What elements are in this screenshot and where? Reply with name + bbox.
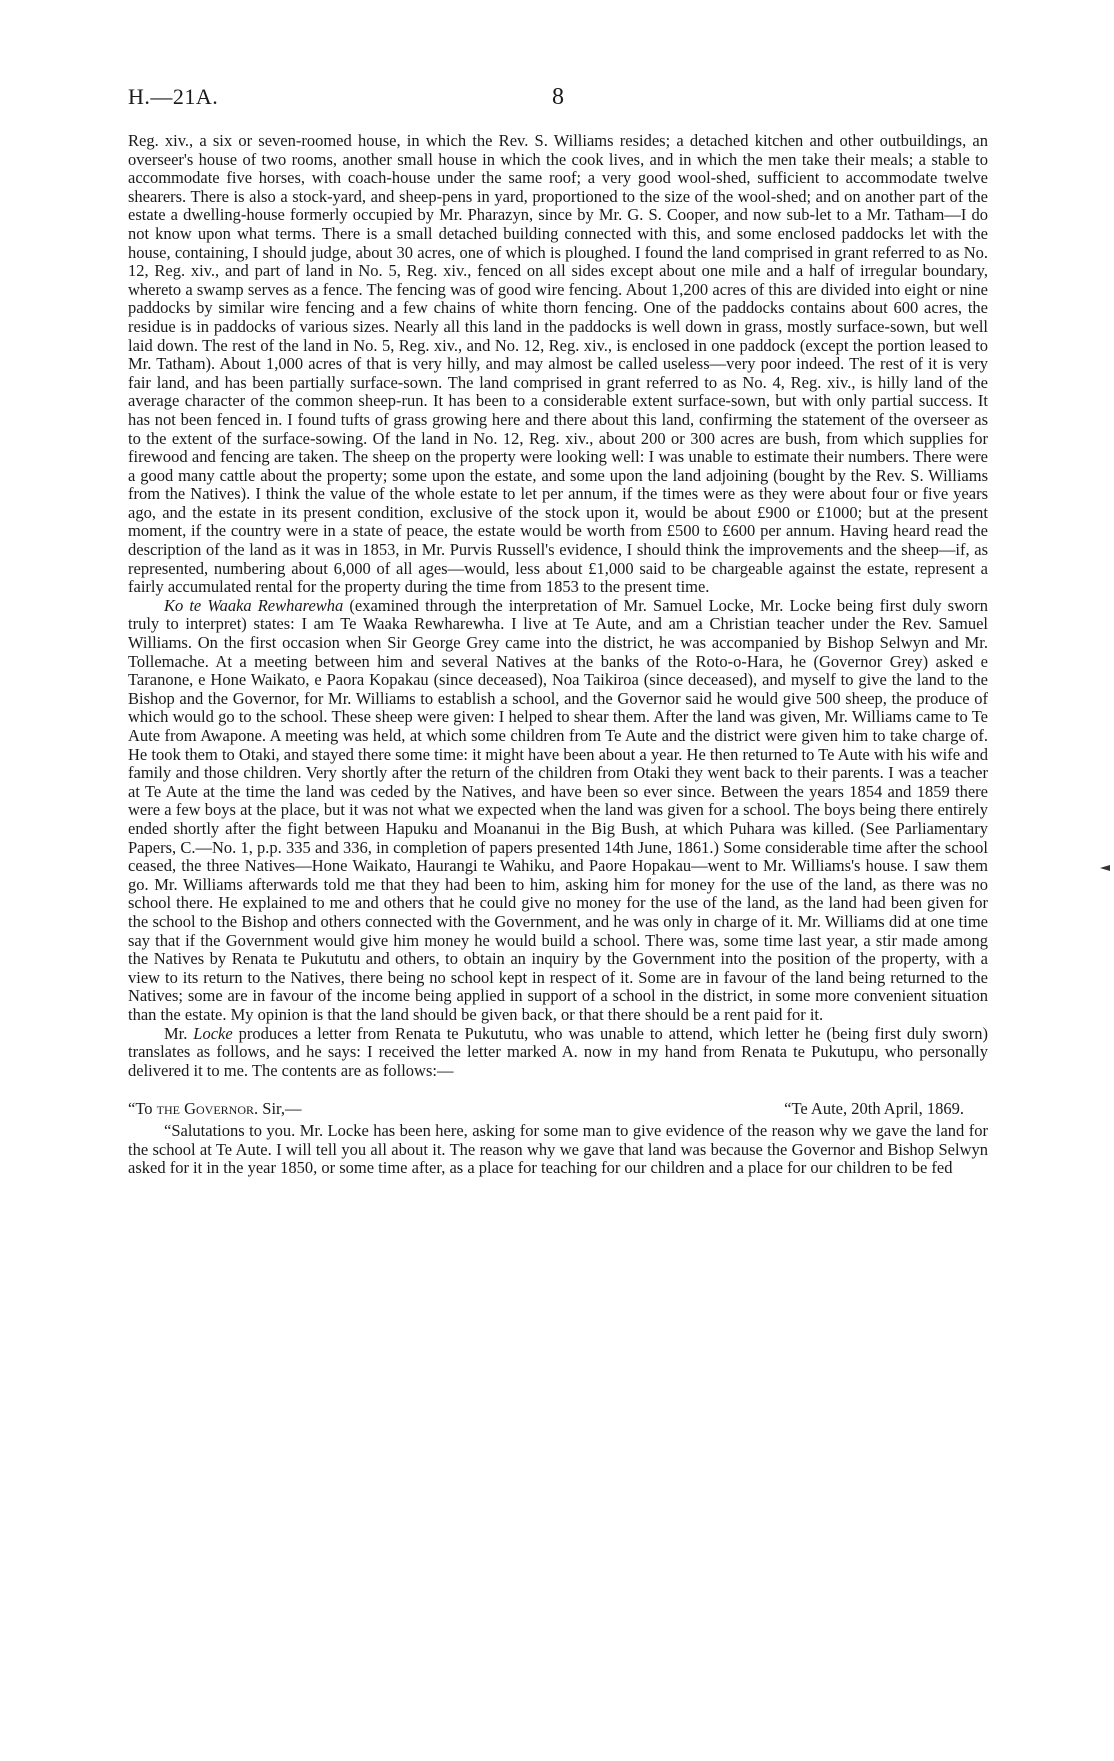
letter-to-name: the Governor. [156, 1099, 259, 1119]
document-reference: H.—21A. [128, 84, 219, 109]
letter-dateline: “Te Aute, 20th April, 1869. [784, 1099, 964, 1119]
locke-name: Locke [193, 1023, 233, 1043]
letter-salutation: Sir,— [258, 1099, 302, 1119]
waaka-testimony: (examined through the interpretation of Mr. Samuel Locke, Mr. Locke being first duly sworn truly to interpret) states: I am Te Waaka Rewharewha. I live at Te Aute, and am a Christian teacher under the Rev. Samuel Williams. On the first occasion when Sir George Grey came into the district, he was accompanied by Bishop Selwyn and Mr. Tollemache. At a meeting between him and several Natives at the banks of the Roto-o-Hara, he (Governor Grey) asked e Taranone, e Hone Waikato, e Paora Kopakau (since deceased), Noa Taikiroa (since deceased), and myself to give the land to the Bishop and the Governor, for Mr. Williams to establish a school, and the Governor said he would give 500 sheep, the produce of which would go to the school. These sheep were given: I helped to shear them. After the land was given, Mr. Williams came to Te Aute from Awapone. A meeting was held, at which some children from Te Aute and the district were given him to take charge of. He took them to Otaki, and stayed there some time: it might have been about a year. He then returned to Te Aute with his wife and family and those children. Very shortly after the return of the children from Otaki they went back to their parents. I was a teacher at Te Aute at the time the land was ceded by the Natives, and have been so ever since. Between the years 1854 and 1859 there were a few boys at the place, but it was not what we expected when the land was given for a school. The boys being there entirely ended shortly after the fight between Hapuku and Moananui in the Big Bush, at which Puhara was killed. (See Parliamentary Papers, C.—No. 1, p.p. 335 and 336, in completion of papers presented 14th June, 1861.) Some considerable time after the school ceased, the three Natives—Hone Waikato, Haurangi te Wahiku, and Paore Hopakau—went to Mr. Williams's house. I saw them go. Mr. Williams afterwards told me that they had been to him, asking him for money for the use of the land, as there was no school there. He explained to me and others that he could give no money for the use of the land, as the land had been given for the school to the Bishop and others connected with the Government, and he was only in charge of it. Mr. Williams did at one time say that if the Government would give him money he would build a school. There was, some time last year, a stir made among the Natives by Renata te Pukututu and others, to obtain an inquiry by the Government into the position of the property, with a view to its return to the Natives, there being no school kept in respect of it. Some are in favour of the land being returned to the Natives; some are in favour of the income being applied in support of a school in the district, in some more convenient situation than the estate. My opinion is that the land should be given back, or that there should be a rent paid for it. [128, 595, 988, 1024]
locke-statement: produces a letter from Renata te Pukututu, who was unable to attend, which letter he (being first duly sworn) translates as follows, and he says: I received the letter marked A. now in my hand from Renata te Pukutupu, who personally delivered it to me. The contents are as follows:— [128, 1023, 988, 1080]
margin-arrow-icon [1100, 865, 1110, 871]
letter-addressee [128, 1100, 302, 1119]
paragraph-locke-letter-intro [128, 1025, 988, 1081]
locke-prefix: Mr. [164, 1023, 194, 1043]
letter-heading [128, 1100, 988, 1122]
letter-to-prefix: “To [128, 1099, 157, 1119]
paragraph-waaka-evidence [128, 597, 988, 1025]
document-body [128, 132, 988, 1178]
page-header [128, 84, 988, 118]
witness-name: Ko te Waaka Rewharewha [164, 595, 344, 615]
paragraph-property-description: Reg. xiv., a six or seven-roomed house, in which the Rev. S. Williams resides; a detached kitchen and other outbuildings, an overseer's house of two rooms, another small house in which the cook lives, and in which the men take their meals; a stable to accommodate five horses, with coach-house under the same roof; a very good wool-shed, sufficient to accommodate twelve shearers. There is also a stock-yard, and sheep-pens in yard, proportioned to the size of the wool-shed; and on another part of the estate a dwelling-house formerly occupied by Mr. Pharazyn, since by Mr. G. S. Cooper, and now sub-let to a Mr. Tatham—I do not know upon what terms. There is a small detached building connected with this, and some enclosed paddocks let with the house, containing, I should judge, about 30 acres, one of which is ploughed. I found the land comprised in grant referred to as No. 12, Reg. xiv., and part of land in No. 5, Reg. xiv., fenced on all sides except about one mile and a half of irregular boundary, whereto a swamp serves as a fence. The fencing was of good wire fencing. About 1,200 acres of this are divided into eight or nine paddocks by similar wire fencing and a few chains of white thorn fencing. One of the paddocks contains about 600 acres, the residue is in paddocks of various sizes. Nearly all this land in the paddocks is well down in grass, mostly surface-sown, but well laid down. The rest of the land in No. 5, Reg. xiv., and No. 12, Reg. xiv., is enclosed in one paddock (except the portion leased to Mr. Tatham). About 1,000 acres of that is very hilly, and may almost be called useless—very poor indeed. The rest of it is very fair land, and has been partially surface-sown. The land comprised in grant referred to as No. 4, Reg. xiv., is hilly land of the average character of the common sheep-run. It has been to a considerable extent surface-sown, but with only partial success. It has not been fenced in. I found tufts of grass growing here and there about this land, confirming the statement of the overseer as to the extent of the surface-sowing. Of the land in No. 12, Reg. xiv., about 200 or 300 acres are bush, from which supplies for firewood and fencing are taken. The sheep on the property were looking well: I was unable to estimate their numbers. There were a good many cattle about the property; some upon the estate, and some upon the land adjoining (bought by the Rev. S. Williams from the Natives). I think the value of the whole estate to let per annum, if the times were as they were about four or five years ago, and the estate in its present condition, exclusive of the stock upon it, would be about £900 or £1000; but at the present moment, if the country were in a state of peace, the estate would be worth from £500 to £600 per annum. Having heard read the description of the land as it was in 1853, in Mr. Purvis Russell's evidence, I should think the improvements and the sheep—if, as represented, numbering about 6,000 of all ages—would, less about £1,000 said to be chargeable against the estate, represent a fairly accumulated rental for the property during the time from 1853 to the present time. [128, 131, 988, 597]
page-number: 8 [552, 84, 564, 110]
letter-body: “Salutations to you. Mr. Locke has been here, asking for some man to give evidence of the reason why we gave the land for the school at Te Aute. I will tell you all about it. The reason why we gave that land was because the Governor and Bishop Selwyn asked for it in the year 1850, or some time after, as a place for teaching for our children and a place for our children to be fed [128, 1121, 988, 1178]
